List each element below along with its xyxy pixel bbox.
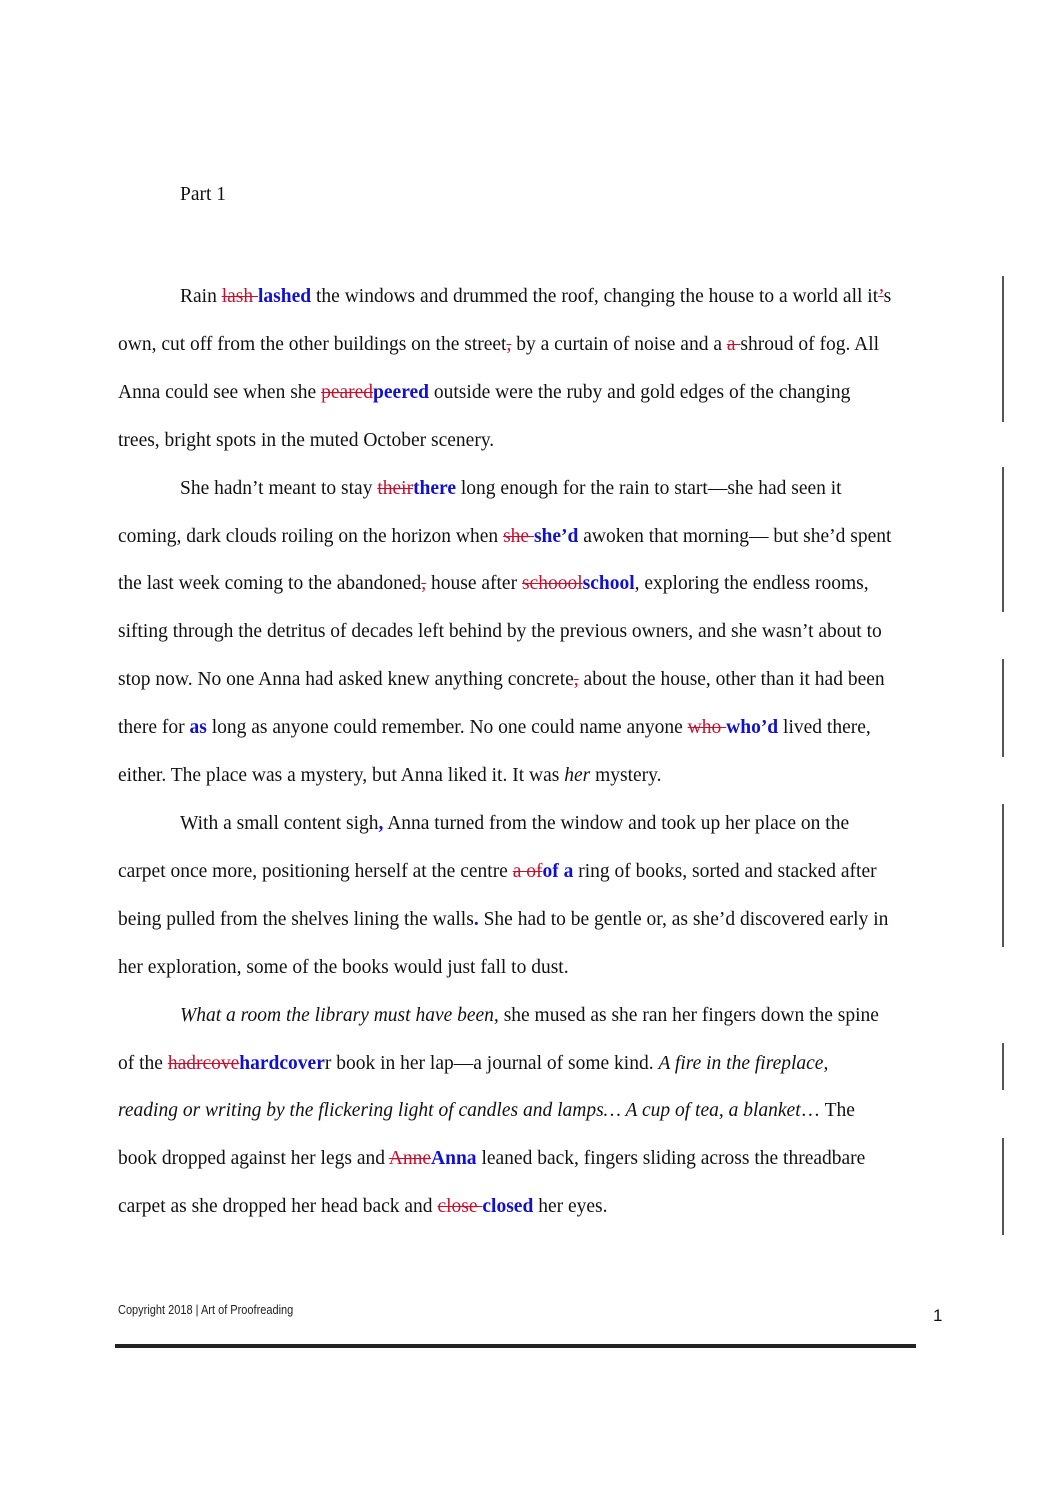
text-run: being pulled from the shelves lining the walls	[118, 908, 474, 930]
text-run: outside were the ruby and gold edges of the changing	[429, 381, 851, 403]
inserted-text: closed	[482, 1196, 534, 1218]
text-run: carpet once more, positioning herself at the centre	[118, 860, 513, 882]
change-bar	[1002, 804, 1004, 947]
inserted-text: there	[413, 477, 457, 499]
inserted-text: hardcover	[239, 1052, 325, 1074]
deleted-text: their	[377, 477, 414, 499]
text-run: the windows and drummed the roof, changing the house to a world all it	[311, 286, 879, 307]
footer-copyright: Copyright 2018 | Art of Proofreading	[118, 1303, 294, 1317]
text-run: Rain	[180, 286, 222, 307]
text-run: about the house, other than it had been	[578, 669, 885, 691]
inserted-text: she’d	[533, 525, 579, 547]
text-run: of the	[118, 1052, 168, 1074]
italic-text: her	[564, 765, 591, 787]
text-line	[118, 608, 948, 656]
text-line	[118, 896, 948, 944]
text-line	[118, 848, 948, 896]
text-run: sifting through the detritus of decades left behind by the previous owners, and she wasn’t about to	[118, 621, 882, 643]
text-run: stop now. No one Anna had asked knew anything concrete	[118, 669, 574, 691]
text-line	[118, 992, 948, 1040]
text-run: ring of books, sorted and stacked after	[573, 860, 877, 882]
text-run: house after	[426, 573, 522, 595]
deleted-text: ,	[421, 573, 427, 595]
text-run: mystery.	[590, 765, 662, 787]
inserted-text: ,	[378, 812, 384, 834]
text-run: she mused as she ran her fingers down the spine	[498, 1004, 879, 1026]
deleted-text: ,	[506, 333, 512, 355]
text-run: r book in her lap—a journal of some kind.	[324, 1052, 659, 1074]
deleted-text: Anne	[388, 1148, 432, 1170]
text-run: , exploring the endless rooms,	[634, 573, 869, 595]
text-run: … The	[800, 1100, 855, 1122]
deleted-text: hadrcove	[167, 1052, 240, 1074]
footer-rule	[115, 1344, 916, 1348]
text-run: long enough for the rain to start—she had seen it	[456, 477, 842, 499]
deleted-text: who	[687, 717, 727, 739]
deleted-text: schoool	[521, 573, 583, 595]
text-line	[118, 752, 948, 800]
change-bar	[1002, 659, 1004, 757]
deleted-text: peared	[321, 381, 374, 403]
text-run: book dropped against her legs and	[118, 1148, 389, 1170]
deleted-text: ,	[573, 669, 579, 691]
text-line	[118, 944, 948, 992]
text-run: either. The place was a mystery, but Anna liked it. It was	[118, 765, 565, 787]
inserted-text: as	[189, 717, 207, 739]
deleted-text: ’	[878, 286, 884, 307]
inserted-text: .	[473, 908, 479, 930]
text-run: She had to be gentle or, as she’d discovered early in	[478, 908, 889, 930]
text-run: the last week coming to the abandoned	[118, 573, 422, 595]
text-run: trees, bright spots in the muted October scenery.	[118, 429, 495, 451]
text-line	[118, 465, 948, 513]
deleted-text: a of	[512, 860, 543, 882]
text-run: carpet as she dropped her head back and	[118, 1196, 438, 1218]
text-run: With a small content sigh	[180, 812, 379, 834]
text-run: her eyes.	[533, 1196, 608, 1218]
italic-text: A fire in the fireplace,	[658, 1052, 829, 1074]
inserted-text: who’d	[726, 717, 779, 739]
change-bar	[1002, 467, 1004, 612]
inserted-text: of a	[542, 860, 574, 882]
inserted-text: lashed	[258, 286, 312, 307]
deleted-text: lash	[221, 286, 259, 307]
document-body[interactable]	[118, 273, 948, 1231]
text-line	[118, 800, 948, 848]
text-line	[118, 321, 948, 369]
text-run: Anna could see when she	[118, 381, 322, 403]
inserted-text: peered	[373, 381, 430, 403]
deleted-text: close	[437, 1196, 483, 1218]
text-line	[118, 704, 948, 752]
deleted-text: a	[726, 333, 741, 355]
text-run: by a curtain of noise and a	[511, 333, 727, 355]
inserted-text: Anna	[431, 1148, 477, 1170]
change-bar	[1002, 276, 1004, 422]
text-line	[118, 560, 948, 608]
text-run: lived there,	[778, 717, 871, 739]
italic-text: What a room the library must have been,	[180, 1004, 499, 1026]
section-heading: Part 1	[180, 184, 227, 205]
text-run: her exploration, some of the books would just fall to dust.	[118, 956, 569, 978]
text-line	[118, 273, 948, 321]
text-run: coming, dark clouds roiling on the horizon when	[118, 525, 504, 547]
text-run: Anna turned from the window and took up her place on the	[383, 812, 850, 834]
text-line	[118, 1040, 948, 1088]
text-line	[118, 1183, 948, 1231]
text-run: shroud of fog. All	[740, 333, 880, 355]
text-run: s	[883, 286, 892, 307]
text-line	[118, 656, 948, 704]
text-run: long as anyone could remember. No one could name anyone	[206, 717, 688, 739]
text-line	[118, 369, 948, 417]
text-run: own, cut off from the other buildings on the street	[118, 333, 507, 355]
inserted-text: school	[582, 573, 635, 595]
page-number: 1	[933, 1306, 943, 1325]
italic-text: reading or writing by the flickering light of candles and lamps… A cup of tea, a blanket	[118, 1100, 801, 1122]
text-line	[118, 513, 948, 561]
change-bar	[1002, 1138, 1004, 1235]
text-run: awoken that morning— but she’d spent	[578, 525, 892, 547]
deleted-text: she	[503, 525, 534, 547]
text-run: leaned back, fingers sliding across the threadbare	[476, 1148, 866, 1170]
text-line	[118, 1135, 948, 1183]
text-line	[118, 1087, 948, 1135]
text-run: there for	[118, 717, 190, 739]
change-bar	[1002, 1043, 1004, 1090]
text-line	[118, 417, 948, 465]
text-run: She hadn’t meant to stay	[180, 477, 378, 499]
